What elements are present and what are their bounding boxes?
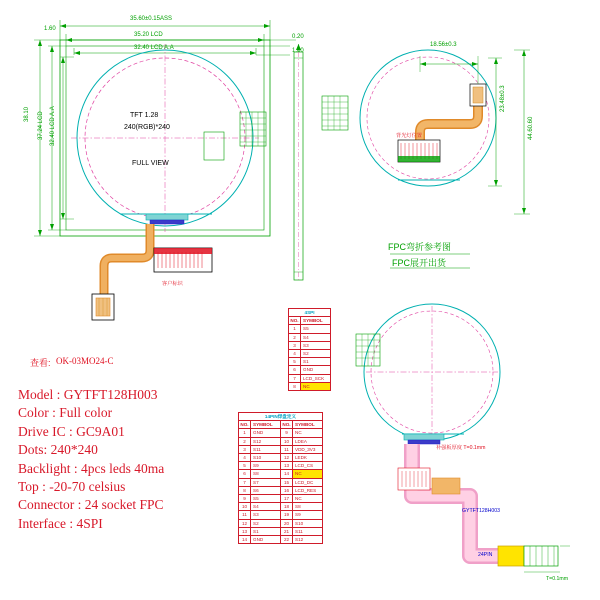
dim-left-top: 1.60 bbox=[44, 26, 56, 32]
table-row bbox=[239, 454, 323, 462]
cell-no: 9 bbox=[239, 495, 251, 503]
unfolded-note: 补强板厚度 T=0.1mm bbox=[436, 445, 486, 451]
table-4spi-title: 4SPI bbox=[289, 309, 331, 317]
table-row bbox=[289, 333, 331, 341]
table-row bbox=[239, 470, 323, 478]
table-row bbox=[289, 374, 331, 382]
cell-no: 5 bbox=[289, 358, 301, 366]
table-24pin bbox=[238, 412, 323, 544]
bend-dim-top: 18.56±0.3 bbox=[430, 42, 457, 48]
table-row bbox=[239, 519, 323, 527]
cell-no: 3 bbox=[239, 445, 251, 453]
cell-no: 6 bbox=[289, 366, 301, 374]
spec-backlight: Backlight : 4pcs leds 40ma bbox=[18, 460, 165, 476]
cell-no: 1 bbox=[289, 325, 301, 333]
spec-color: Color : Full color bbox=[18, 405, 113, 421]
cell-no: 6 bbox=[239, 470, 251, 478]
dim-outline-width: 35.60±0.15ASS bbox=[130, 16, 172, 22]
table-24pin-header-no-2: NO. bbox=[282, 422, 291, 428]
cell-symbol: GND bbox=[251, 536, 281, 544]
cell-no: 10 bbox=[281, 437, 293, 445]
panel-label-model: TFT 1.28 bbox=[130, 112, 159, 119]
table-4spi bbox=[288, 308, 331, 391]
dim-right-1: 0.20 bbox=[292, 34, 304, 40]
table-row bbox=[289, 341, 331, 349]
cell-symbol: S6 bbox=[251, 486, 281, 494]
cell-no: 11 bbox=[281, 445, 293, 453]
cell-symbol: S12 bbox=[293, 536, 323, 544]
dim-aa-height: 32.40 LCD A.A bbox=[50, 106, 56, 146]
bend-caption-2: FPC展开出货 bbox=[392, 258, 447, 268]
cell-symbol: LCD_RES bbox=[293, 486, 323, 494]
cell-no: 22 bbox=[281, 536, 293, 544]
cell-symbol: LDEA bbox=[293, 437, 323, 445]
cell-no: 4 bbox=[289, 350, 301, 358]
cell-no: 14 bbox=[239, 536, 251, 544]
cell-symbol: S10 bbox=[251, 454, 281, 462]
cell-no: 8 bbox=[289, 382, 301, 390]
cell-symbol: S5 bbox=[301, 325, 331, 333]
cell-symbol: S9 bbox=[293, 511, 323, 519]
cell-no: 1 bbox=[239, 429, 251, 437]
cell-symbol: S4 bbox=[251, 503, 281, 511]
cell-symbol: NC bbox=[293, 495, 323, 503]
bend-inner-note: 背光灯位置 bbox=[396, 133, 422, 139]
table-24pin-header-symbol-1: SYMBOL bbox=[251, 421, 281, 429]
table-row bbox=[239, 536, 323, 544]
table-row bbox=[289, 382, 331, 390]
spec-interface: Interface : 4SPI bbox=[18, 515, 103, 531]
bend-caption-1: FPC弯折参考图 bbox=[388, 242, 452, 252]
cell-no: 11 bbox=[239, 511, 251, 519]
cell-symbol: NC bbox=[293, 429, 323, 437]
spec-top: Top : -20-70 celsius bbox=[18, 479, 126, 495]
cell-no: 12 bbox=[239, 519, 251, 527]
table-24pin-header-symbol-2: SYMBOL bbox=[293, 421, 323, 429]
cell-symbol: S1 bbox=[251, 527, 281, 535]
dim-aa-width: 32.40 LCD A.A bbox=[134, 45, 174, 51]
cell-no: 9 bbox=[281, 429, 293, 437]
cell-symbol: GND bbox=[301, 366, 331, 374]
part-no-prefix: 查看: bbox=[30, 358, 51, 368]
cell-symbol: S8 bbox=[251, 470, 281, 478]
cell-no: 20 bbox=[281, 519, 293, 527]
dim-lcd-height: 37.24 LCD bbox=[38, 111, 44, 140]
cell-symbol: S9 bbox=[251, 462, 281, 470]
cell-symbol: S2 bbox=[301, 350, 331, 358]
cell-symbol: VDD_3V3 bbox=[293, 445, 323, 453]
cell-symbol: NC bbox=[301, 382, 331, 390]
cell-symbol: S11 bbox=[293, 527, 323, 535]
table-24pin-header-no-1: NO. bbox=[240, 422, 249, 428]
spec-connector: Connector : 24 socket FPC bbox=[18, 497, 164, 513]
cell-symbol: S3 bbox=[251, 511, 281, 519]
part-number: OK-03MO24-C bbox=[56, 356, 114, 366]
table-row bbox=[289, 366, 331, 374]
cell-symbol: NC bbox=[293, 470, 323, 478]
table-row bbox=[239, 527, 323, 535]
cell-no: 7 bbox=[289, 374, 301, 382]
cell-no: 8 bbox=[239, 486, 251, 494]
table-row bbox=[289, 325, 331, 333]
cell-no: 18 bbox=[281, 503, 293, 511]
spec-drive-ic: Drive IC : GC9A01 bbox=[18, 423, 125, 439]
cell-no: 13 bbox=[239, 527, 251, 535]
cell-symbol: S7 bbox=[251, 478, 281, 486]
cell-no: 2 bbox=[289, 333, 301, 341]
dim-right-2: 1.60 bbox=[292, 48, 304, 54]
unfolded-fpc-label: GYTFT128H003 bbox=[462, 508, 501, 514]
table-row bbox=[239, 503, 323, 511]
table-row bbox=[239, 486, 323, 494]
cell-no: 14 bbox=[281, 470, 293, 478]
cell-no: 12 bbox=[281, 454, 293, 462]
cell-symbol: S12 bbox=[251, 437, 281, 445]
table-row bbox=[289, 358, 331, 366]
cell-symbol: LEDK bbox=[293, 454, 323, 462]
unfolded-connector-note: 24PIN bbox=[478, 552, 493, 558]
table-row bbox=[239, 511, 323, 519]
cell-no: 4 bbox=[239, 454, 251, 462]
cell-no: 2 bbox=[239, 437, 251, 445]
table-4spi-header-symbol: SYMBOL bbox=[301, 317, 331, 325]
spec-model: Model : GYTFT128H003 bbox=[18, 387, 158, 402]
table-row bbox=[239, 478, 323, 486]
table-row bbox=[289, 350, 331, 358]
cell-no: 17 bbox=[281, 495, 293, 503]
dim-outline-height: 38.10 bbox=[24, 106, 30, 122]
cell-no: 5 bbox=[239, 462, 251, 470]
table-24pin-title: 14PIN焊盘定义 bbox=[239, 413, 323, 421]
cell-no: 10 bbox=[239, 503, 251, 511]
cell-no: 7 bbox=[239, 478, 251, 486]
cell-symbol: S3 bbox=[301, 341, 331, 349]
cell-symbol: S2 bbox=[251, 519, 281, 527]
cell-symbol: LCD_SCK bbox=[301, 374, 331, 382]
dim-lcd-width: 35.20 LCD bbox=[134, 32, 163, 38]
cell-symbol: S5 bbox=[251, 495, 281, 503]
panel-label-resolution: 240(RGB)*240 bbox=[124, 124, 170, 131]
cell-no: 19 bbox=[281, 511, 293, 519]
table-row bbox=[239, 462, 323, 470]
cell-symbol: GND bbox=[251, 429, 281, 437]
cell-symbol: S10 bbox=[293, 519, 323, 527]
cell-symbol: LCD_CS bbox=[293, 462, 323, 470]
unfolded-tail-note: T=0.1mm bbox=[546, 576, 569, 582]
fpc-customer-mark: 客户标识 bbox=[162, 281, 183, 287]
table-row bbox=[239, 437, 323, 445]
spec-list bbox=[18, 386, 248, 533]
table-4spi-header-no: NO. bbox=[290, 318, 299, 324]
cell-no: 13 bbox=[281, 462, 293, 470]
cell-no: 15 bbox=[281, 478, 293, 486]
table-row bbox=[239, 495, 323, 503]
cell-no: 3 bbox=[289, 341, 301, 349]
bend-dim-right-2: 44.60.60 bbox=[528, 116, 534, 140]
table-row bbox=[239, 429, 323, 437]
table-row bbox=[239, 445, 323, 453]
cell-symbol: S11 bbox=[251, 445, 281, 453]
cell-symbol: LCD_DC bbox=[293, 478, 323, 486]
panel-label-full-view: FULL VIEW bbox=[132, 160, 169, 167]
spec-dots: Dots: 240*240 bbox=[18, 442, 98, 458]
cell-symbol: S1 bbox=[301, 358, 331, 366]
cell-symbol: S4 bbox=[301, 333, 331, 341]
cell-symbol: S8 bbox=[293, 503, 323, 511]
bend-dim-right-1: 23.48±0.3 bbox=[500, 85, 506, 112]
cell-no: 21 bbox=[281, 527, 293, 535]
cell-no: 16 bbox=[281, 486, 293, 494]
